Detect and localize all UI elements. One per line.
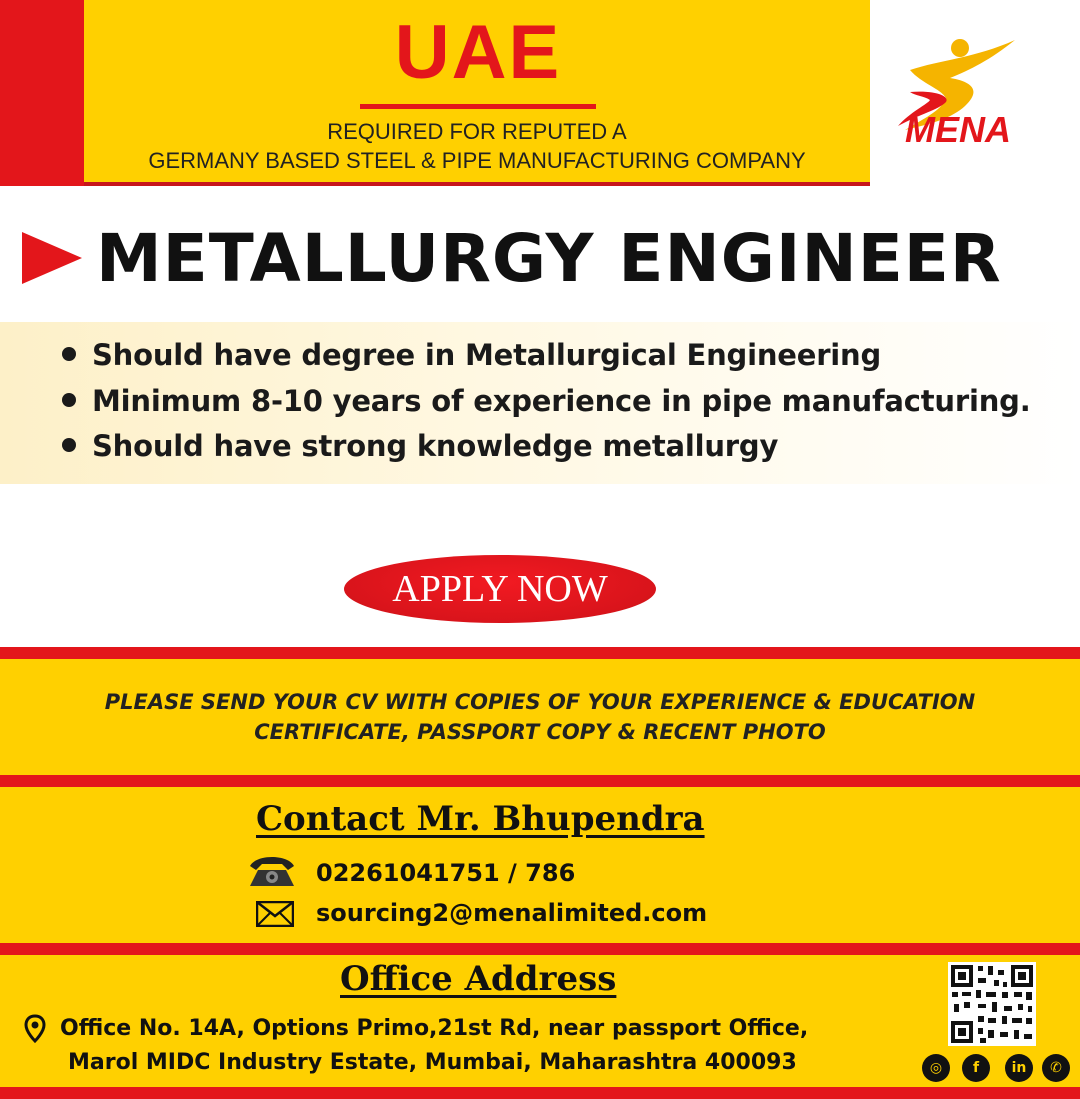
qr-code[interactable] <box>948 962 1036 1046</box>
requirement-item: Should have degree in Metallurgical Engineering <box>62 335 1072 375</box>
bullet-icon <box>62 347 76 361</box>
bullet-icon <box>62 393 76 407</box>
envelope-icon <box>256 901 294 927</box>
address-line-1: Office No. 14A, Options Primo,21st Rd, near passport Office, <box>60 1016 809 1041</box>
country-heading: UAE <box>394 10 562 95</box>
job-title: METALLURGY ENGINEER <box>96 220 1002 297</box>
bullet-icon <box>62 438 76 452</box>
logo-wordmark: MENA <box>905 109 1011 150</box>
company-line-2: GERMANY BASED STEEL & PIPE MANUFACTURING COMPANY <box>148 148 806 173</box>
office-heading: Office Address <box>340 959 617 999</box>
instructions-line-1: PLEASE SEND YOUR CV WITH COPIES OF YOUR EXPERIENCE & EDUCATION <box>104 690 976 714</box>
header-red-block <box>0 0 84 186</box>
contact-heading: Contact Mr. Bhupendra <box>256 799 705 839</box>
phone-number[interactable]: 02261041751 / 786 <box>316 859 576 887</box>
address-line-2: Marol MIDC Industry Estate, Mumbai, Maharashtra 400093 <box>68 1050 797 1075</box>
location-pin-icon <box>24 1014 46 1044</box>
facebook-icon[interactable]: f <box>962 1054 990 1082</box>
requirement-item: Should have strong knowledge metallurgy <box>62 426 1072 466</box>
instagram-icon[interactable]: ◎ <box>922 1054 950 1082</box>
instructions-line-2: CERTIFICATE, PASSPORT COPY & RECENT PHOTO <box>254 720 826 744</box>
triangle-arrow-icon <box>22 232 82 284</box>
divider-band <box>0 1087 1080 1099</box>
apply-now-button[interactable]: APPLY NOW <box>344 555 656 623</box>
telephone-icon <box>244 852 300 888</box>
email-address[interactable]: sourcing2@menalimited.com <box>316 899 708 927</box>
divider-band <box>0 775 1080 787</box>
divider-band <box>0 943 1080 955</box>
linkedin-icon[interactable]: in <box>1005 1054 1033 1082</box>
requirement-item: Minimum 8-10 years of experience in pipe manufacturing. <box>62 381 1072 421</box>
divider-band <box>0 647 1080 659</box>
country-underline <box>360 104 596 109</box>
company-line-1: REQUIRED FOR REPUTED A <box>327 119 627 144</box>
whatsapp-icon[interactable]: ✆ <box>1042 1054 1070 1082</box>
